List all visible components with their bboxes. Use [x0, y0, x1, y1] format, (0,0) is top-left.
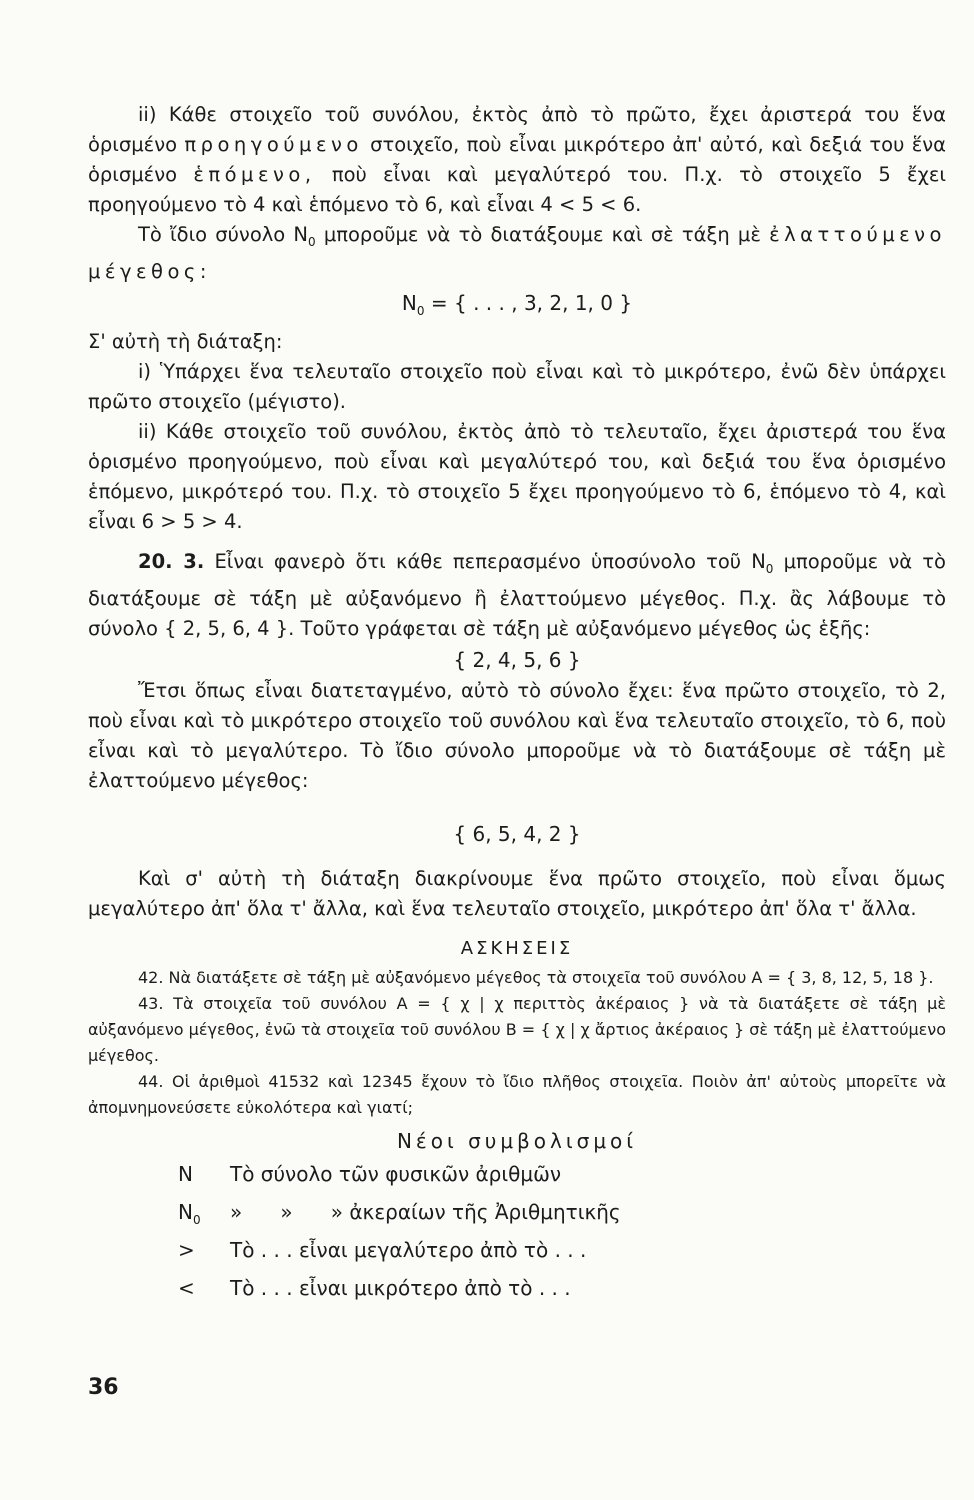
formula-n0-descending — [88, 287, 946, 327]
paragraph-property-ii-descending: ii) Κάθε στοιχεῖο τοῦ συνόλου, ἐκτὸς ἀπὸ τὸ τελευταῖο, ἔχει ἀριστερά του ἕνα ὁρισμένο προηγούμενο, ποὺ εἶναι καὶ μεγαλύτερό του, καὶ δεξιά του ἕνα ὁρισμένο ἑπόμενο, μικρότερό του. Π.χ. τὸ στοιχεῖο 5 ἔχει προηγούμενο τὸ 6, ἑπόμενο τὸ 4, καὶ εἶναι 6 > 5 > 4. — [88, 419, 946, 533]
symbol-row — [178, 1159, 946, 1197]
paragraph-descending-order — [88, 220, 946, 287]
text-run: μποροῦμε νὰ τὸ διατάξουμε καὶ σὲ τάξη μὲ — [323, 223, 761, 246]
symbols-list — [88, 1159, 946, 1311]
symbol-row — [178, 1197, 946, 1235]
symbol-description: Τὸ . . . εἶναι μικρότερο ἀπὸ τὸ . . . — [230, 1275, 571, 1300]
exercise-43: 43. Τὰ στοιχεῖα τοῦ συνόλου A = { χ | χ περιττὸς ἀκέραιος } νὰ τὰ διατάξετε σὲ τάξη μὲ αὐξανόμενο μέγεθος, ἐνῶ τὰ στοιχεῖα τοῦ συνόλου B = { χ | χ ἄρτιος ἀκέραιος } σὲ τάξη μὲ ἐλαττούμενο μέγεθος. — [88, 993, 946, 1065]
symbol-row — [178, 1235, 946, 1273]
page-number: 36 — [88, 1375, 119, 1400]
subscript: 0 — [416, 303, 425, 318]
text-run: ii) Κάθε στοιχεῖο τοῦ συνόλου, ἐκτὸς ἀπὸ τὸ πρῶτο, ἔχει ἀριστερά του ἕνα ὁρισμένο — [88, 103, 946, 156]
text-run: ποὺ εἶναι καὶ μεγαλύτερό του. Π.χ. τὸ στοιχεῖο 5 ἔχει προηγούμενο τὸ 4 καὶ ἑπόμενο τὸ 6, καὶ εἶναι 4 < 5 < 6. — [88, 163, 946, 216]
subscript: 0 — [765, 561, 774, 576]
text-run: Εἶναι φανερὸ ὅτι κάθε πεπερασμένο ὑποσύνολο τοῦ N — [214, 549, 766, 573]
paragraph-ordered-set: Ἔτσι ὅπως εἶναι διατεταγμένο, αὐτὸ τὸ σύνολο ἔχει: ἕνα πρῶτο στοιχεῖο, τὸ 2, ποὺ εἶναι καὶ τὸ μικρότερο στοιχεῖο τοῦ συνόλου καὶ ἕνα τελευταῖο στοιχεῖο, τὸ 6, ποὺ εἶναι καὶ τὸ μεγαλύτερο. Τὸ ἴδιο σύνολο μποροῦμε νὰ τὸ διατάξουμε σὲ τάξη μὲ ἐλαττούμενο μέγεθος: — [88, 678, 946, 792]
symbol: > — [178, 1237, 195, 1262]
paragraph-first-last: Καὶ σ' αὐτὴ τὴ διάταξη διακρίνουμε ἕνα πρῶτο στοιχεῖο, ποὺ εἶναι ὅμως μεγαλύτερο ἀπ' ὅλα τ' ἄλλα, καὶ ἕνα τελευταῖο στοιχεῖο, μικρότερο ἀπ' ὅλα τ' ἄλλα. — [88, 866, 946, 920]
text-run: μποροῦμε νὰ τὸ διατάξουμε σὲ τάξη μὲ αὐξανόμενο ἢ ἐλαττούμενο μέγεθος. Π.χ. ἂς λάβουμε τὸ σύνολο { 2, 5, 6, 4 }. Τοῦτο γράφεται σὲ τάξη μὲ αὐξανόμενο μέγεθος ὡς ἑξῆς: — [88, 549, 946, 640]
subscript: 0 — [308, 234, 316, 249]
new-symbols-heading: Νέοι συμβολισμοί — [396, 1128, 638, 1153]
exercise-44: 44. Οἱ ἀριθμοὶ 41532 καὶ 12345 ἔχουν τὸ ἴδιο πλῆθος στοιχεῖα. Ποιὸν ἀπ' αὐτοὺς μπορεῖτε νὰ ἀπομνημονεύσετε εὐκολότερα καὶ γιατί; — [88, 1071, 946, 1117]
paragraph-property-i: i) Ὑπάρχει ἕνα τελευταῖο στοιχεῖο ποὺ εἶναι καὶ τὸ μικρότερο, ἐνῶ δὲν ὑπάρχει πρῶτο στοιχεῖο (μέγιστο). — [88, 359, 946, 413]
symbol: < — [178, 1275, 195, 1300]
text-run: στοιχεῖο, ποὺ εἶναι μικρότερο ἀπ' αὐτό, καὶ δεξιά του ἕνα ὁρισμένο — [88, 133, 946, 186]
spaced-term: ἐλαττούμενο μέγεθος: — [88, 223, 946, 283]
text-run: Τὸ ἴδιο σύνολο N — [138, 223, 309, 246]
formula-text: = { . . . , 3, 2, 1, 0 } — [430, 290, 633, 315]
exercise-42: 42. Νὰ διατάξετε σὲ τάξη μὲ αὐξανόμενο μέγεθος τὰ στοιχεῖα τοῦ συνόλου A = { 3, 8, 12, 5, 18 }. — [138, 967, 934, 987]
formula-symbol: N — [401, 290, 417, 315]
formula-descending-set: { 6, 5, 4, 2 } — [453, 821, 581, 846]
page-body — [88, 100, 946, 1311]
symbol-description: Τὸ σύνολο τῶν φυσικῶν ἀριθμῶν — [230, 1161, 562, 1186]
spaced-term: προηγούμενο — [184, 133, 363, 156]
symbol-description: » » » ἀκεραίων τῆς Ἀριθμητικῆς — [230, 1199, 621, 1224]
symbol-description: Τὸ . . . εἶναι μεγαλύτερο ἀπὸ τὸ . . . — [230, 1237, 587, 1262]
exercises-heading: ΑΣΚΗΣΕΙΣ — [460, 937, 574, 959]
paragraph-property-ii-ascending — [88, 100, 946, 220]
symbol-row — [178, 1273, 946, 1311]
section-20-3 — [88, 547, 946, 644]
formula-ascending-set: { 2, 4, 5, 6 } — [453, 647, 581, 672]
section-number: 20. 3. — [138, 549, 205, 573]
spaced-term: ἑπόμενο, — [193, 163, 316, 186]
symbol: N — [178, 1161, 193, 1186]
symbol: $N_0$ — [178, 1199, 201, 1227]
paragraph-in-this-order: Σ' αὐτὴ τὴ διάταξη: — [88, 329, 283, 353]
